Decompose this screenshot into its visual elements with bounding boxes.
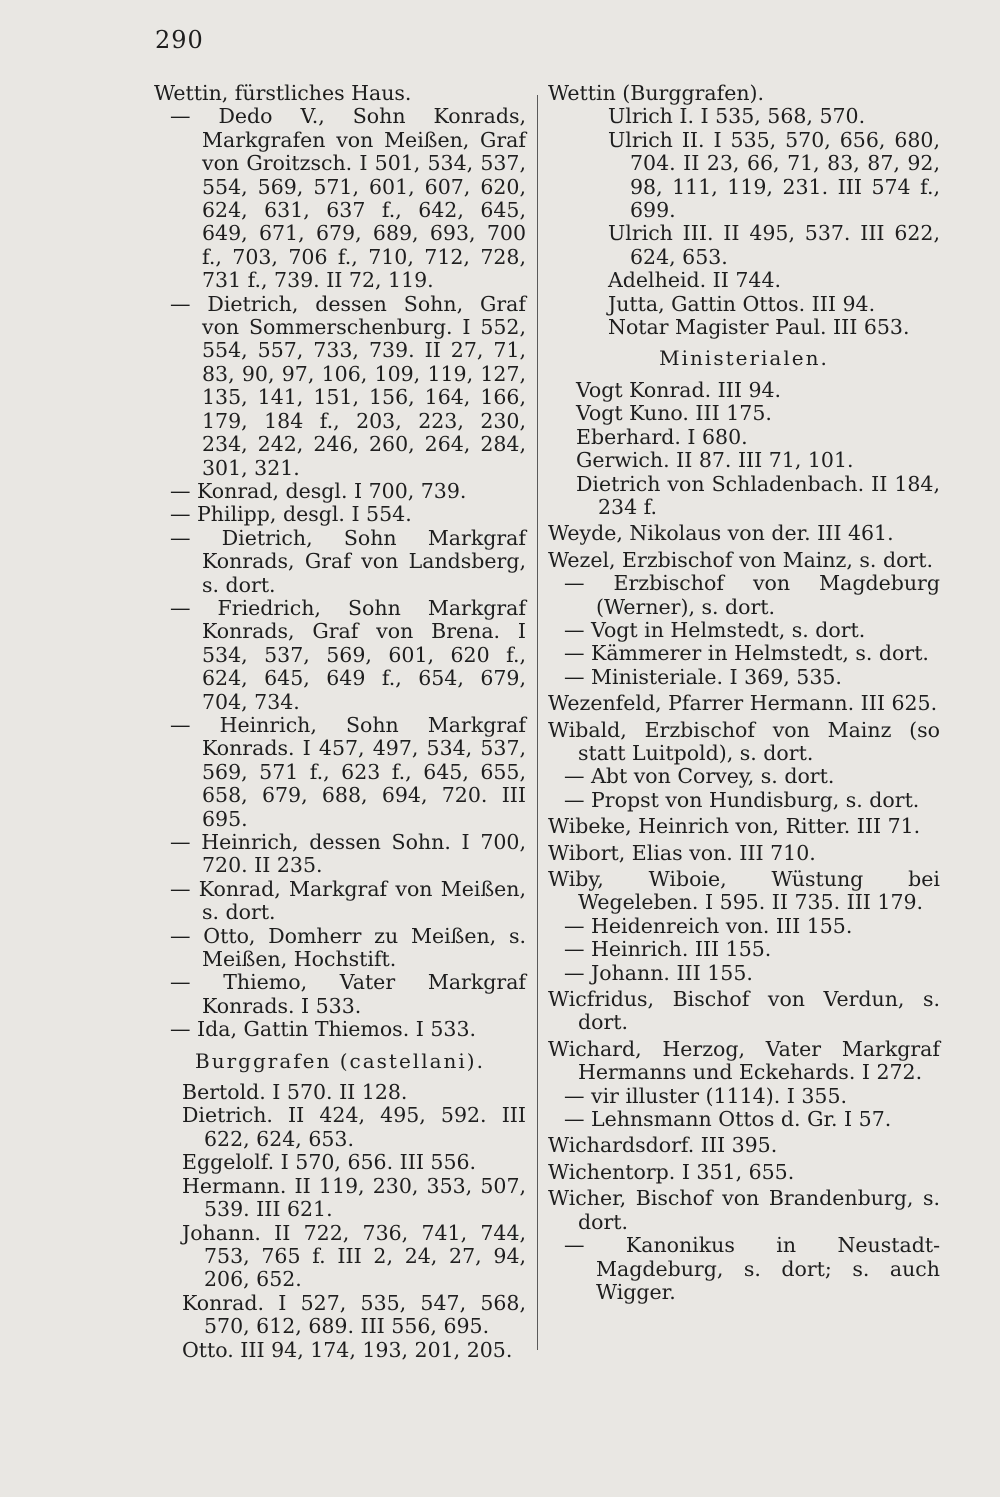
index-entry: Wibald, Erzbischof von Mainz (so statt Luitpold), s. dort. [548,717,940,765]
index-entry: Wiby, Wiboie, Wüstung bei Wegeleben. I 595. II 735. III 179. [548,867,940,915]
ministeriale-entry: Dietrich von Schladenbach. II 184, 234 f. [576,471,940,519]
burggraf-entry: Adelheid. II 744. [608,268,782,293]
burggrafen-list [154,1081,526,1362]
burggraf-entry: Johann. II 722, 736, 741, 744, 753, 765 f. III 2, 24, 27, 94, 206, 652. [182,1220,526,1292]
burggraf-entry: Ulrich III. II 495, 537. III 622, 624, 653. [608,221,940,269]
burggrafen-cont-list [548,105,940,339]
burggraf-entry: Dietrich. II 424, 495, 592. III 622, 624, 653. [182,1103,526,1151]
burggraf-entry: Hermann. II 119, 230, 353, 507, 539. III 621. [182,1173,526,1222]
index-entry: — Ministeriale. I 369, 535. [564,664,842,689]
ministeriale-entry: Vogt Konrad. III 94. [576,377,782,402]
index-entry: — Dietrich, Sohn Markgraf Konrads, Graf von Landsberg, s. dort. [170,525,526,597]
entry-header: Wettin (Burggrafen). [548,81,765,105]
index-entry: — Kämmerer in Helmstedt, s. dort. [564,641,929,666]
section-heading-burggrafen: Burggrafen (castellani). [195,1048,485,1073]
index-entry: — Otto, Domherr zu Meißen, s. Meißen, Hochstift. [170,923,526,972]
index-entry: Wichentorp. I 351, 655. [548,1159,795,1184]
right-column [548,82,940,1304]
burggraf-entry: Eggelolf. I 570, 656. III 556. [182,1150,477,1175]
ministeriale-entry: Gerwich. II 87. III 71, 101. [576,448,854,473]
right-entries [548,522,940,1304]
index-entry: — Kanonikus in Neustadt-Magdeburg, s. dort; s. auch Wigger. [564,1233,940,1304]
burggraf-entry: Konrad. I 527, 535, 547, 568, 570, 612, 689. III 556, 695. [182,1290,526,1339]
index-entry: Wicfridus, Bischof von Verdun, s. dort. [548,987,940,1035]
ministeriale-entry: Vogt Kuno. III 175. [576,401,772,426]
index-entry: — Konrad, Markgraf von Meißen, s. dort. [170,876,526,925]
page-number: 290 [155,26,204,54]
index-entry: — Lehnsmann Ottos d. Gr. I 57. [564,1107,892,1132]
burggraf-entry: Notar Magister Paul. III 653. [608,315,910,340]
ministeriale-entry: Eberhard. I 680. [576,424,748,449]
index-entry: — Propst von Hundisburg, s. dort. [564,787,920,812]
left-column [154,82,526,1362]
index-entry: — Friedrich, Sohn Markgraf Konrads, Graf von Brena. I 534, 537, 569, 601, 620 f., 624, 645, 649 f., 654, 679, 704, 734. [170,595,526,714]
ministerialen-list [548,379,940,519]
burggraf-entry: Ulrich II. I 535, 570, 656, 680, 704. II 23, 66, 71, 83, 87, 92, 98, 111, 119, 231. III 574 f., 699. [608,127,940,223]
index-entry: Wichard, Herzog, Vater Markgraf Hermanns und Eckehards. I 272. [548,1036,940,1085]
index-entry: — Dedo V., Sohn Konrads, Markgrafen von Meißen, Graf von Groitzsch. I 501, 534, 537, 554, 569, 571, 601, 607, 620, 624, 631, 637 f., 642, 645, 649, 671, 679, 689, 693, 700 f., 703, 706 f., 710, 712, 728, 731 f., 739. II 72, 119. [170,104,526,293]
index-entry: — Philipp, desgl. I 554. [170,502,412,527]
index-entry: Wicher, Bischof von Brandenburg, s. dort. [548,1186,940,1234]
index-entry: — Abt von Corvey, s. dort. [564,764,835,789]
index-entry: — Vogt in Helmstedt, s. dort. [564,617,866,642]
burggraf-entry: Bertold. I 570. II 128. [182,1080,408,1105]
index-entry: — Thiemo, Vater Markgraf Konrads. I 533. [170,970,526,1018]
index-entry: — vir illuster (1114). I 355. [564,1083,848,1108]
index-entry: — Heidenreich von. III 155. [564,913,853,938]
index-entry: — Erzbischof von Magdeburg (Werner), s. dort. [564,571,940,619]
column-divider [537,95,538,1350]
index-entry: Wezenfeld, Pfarrer Hermann. III 625. [548,691,938,716]
entry-header: Wettin, fürstliches Haus. [154,81,412,105]
index-entry: Weyde, Nikolaus von der. III 461. [548,521,894,546]
index-entry: Wichardsdorf. III 395. [548,1133,778,1158]
index-entry: — Dietrich, dessen Sohn, Graf von Sommerschenburg. I 552, 554, 557, 733, 739. II 27, 71, 83, 90, 97, 106, 109, 119, 127, 135, 141, 151, 156, 164, 166, 179, 184 f., 203, 223, 230, 234, 242, 246, 260, 264, 284, 301, 321. [170,291,526,480]
index-entry: — Heinrich, dessen Sohn. I 700, 720. II 235. [170,830,526,878]
index-entry: — Konrad, desgl. I 700, 739. [170,478,467,503]
burggraf-entry: Ulrich I. I 535, 568, 570. [608,104,866,129]
index-entry: Wezel, Erzbischof von Mainz, s. dort. [548,547,933,572]
burggraf-entry: Jutta, Gattin Ottos. III 94. [608,291,876,316]
burggraf-entry: Otto. III 94, 174, 193, 201, 205. [182,1337,513,1362]
index-entry: Wibort, Elias von. III 710. [548,840,816,865]
index-entry: Wibeke, Heinrich von, Ritter. III 71. [548,814,921,839]
section-heading-ministerialen: Ministerialen. [659,346,829,371]
left-entries [154,105,526,1041]
index-entry: — Heinrich. III 155. [564,937,772,962]
index-entry: — Johann. III 155. [564,960,753,985]
index-entry: — Heinrich, Sohn Markgraf Konrads. I 457, 497, 534, 537, 569, 571 f., 623 f., 645, 655, 658, 679, 688, 694, 720. III 695. [170,712,526,831]
index-entry: — Ida, Gattin Thiemos. I 533. [170,1017,476,1042]
